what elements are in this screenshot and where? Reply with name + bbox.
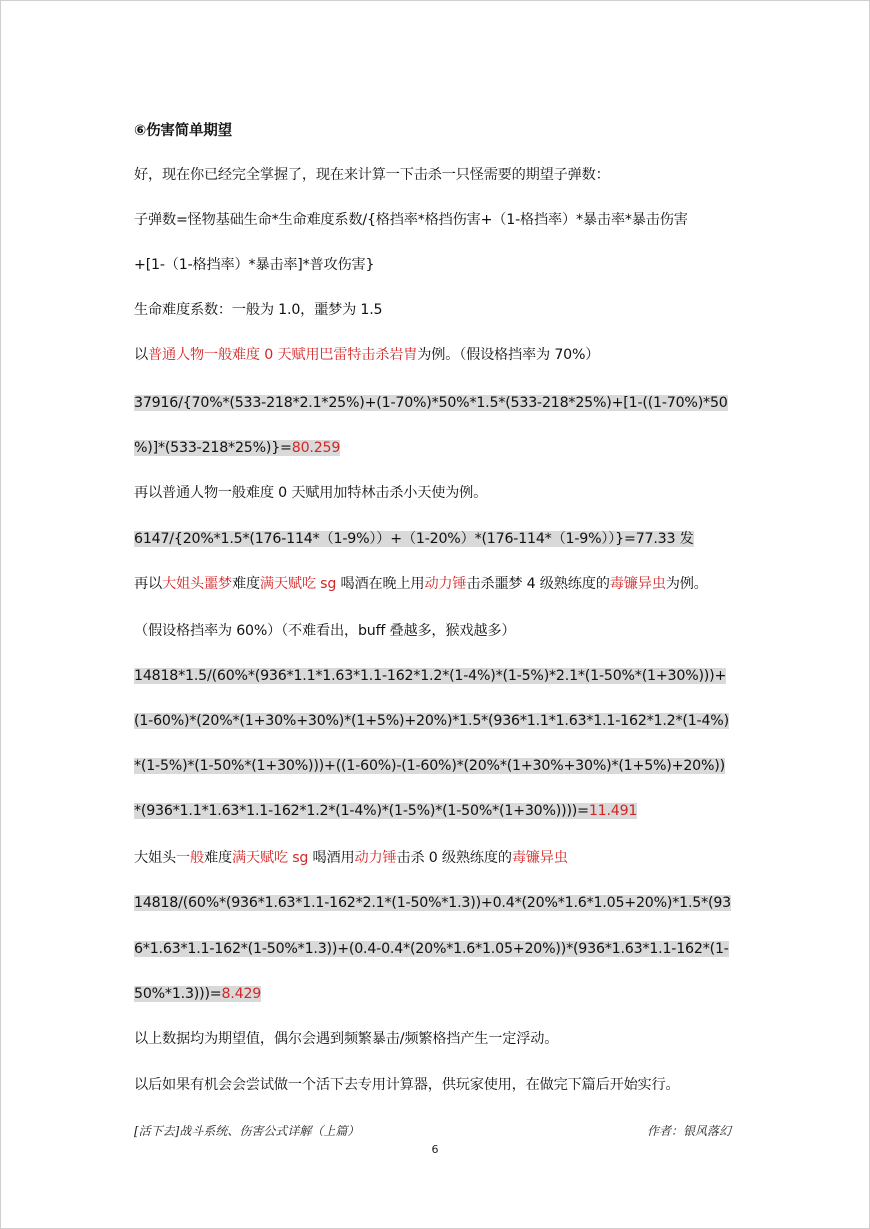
- formula-line-2: +[1-（1-格挡率）*暴击率]*普攻伤害}: [134, 257, 375, 273]
- example4-text-1: 大姐头: [134, 850, 176, 866]
- example3-calc-text-2: (1-60%)*(20%*(1+30%+30%)*(1+5%)+20%)*1.5*(936*1.1*1.63*1.1-162*1.2*(1-4%): [134, 713, 729, 729]
- example3-calc-expression: *(936*1.1*1.63*1.1-162*1.2*(1-4%)*(1-5%)*(1-50%*(1+30%))))=: [134, 803, 589, 819]
- example2-title: 再以普通人物一般难度 0 天赋用加特林击杀小天使为例。: [134, 485, 488, 501]
- example4-calc-line-3: [134, 983, 261, 1005]
- example3-highlight-3: 动力锤: [424, 576, 467, 592]
- example4-text-2: 难度: [203, 850, 232, 866]
- example1-highlight: 普通人物一般难度 0 天赋用巴雷特击杀岩胄: [148, 347, 418, 363]
- conclusion-line-1: 以上数据均为期望值，偶尔会遇到频繁暴击/频繁格挡产生一定浮动。: [134, 1031, 559, 1047]
- example3-highlight-4: 毒镰异虫: [609, 576, 666, 592]
- example4-highlight-2: 满天赋吃 sg: [231, 850, 309, 866]
- example4-calc-text-3: [134, 986, 261, 1002]
- example4-title: [134, 847, 568, 869]
- example3-text-1: 再以: [134, 576, 162, 592]
- example3-calc-line-4: [134, 800, 637, 822]
- example1-result: 80.259: [291, 440, 341, 456]
- section-heading: ⑥伤害简单期望: [134, 123, 232, 139]
- example3-highlight-1: 大姐头噩梦: [161, 576, 232, 592]
- example3-text-4: 击杀噩梦 4 级熟练度的: [466, 576, 610, 592]
- example1-calc-expression: %)]*(533-218*25%)}=: [134, 440, 292, 456]
- footer-document-title: [活下去]战斗系统、伤害公式详解（上篇）: [134, 1124, 360, 1138]
- example3-highlight-2: 满天赋吃 sg: [259, 576, 337, 592]
- example1-calc-line-1: [134, 392, 728, 414]
- formula-line-1: 子弹数=怪物基础生命*生命难度系数/{格挡率*格挡伤害+（1-格挡率）*暴击率*暴击伤害: [134, 212, 688, 228]
- example4-calc-text-1: 14818/(60%*(936*1.63*1.1-162*2.1*(1-50%*1.3))+0.4*(20%*1.6*1.05+20%)*1.5*(93: [134, 895, 731, 911]
- example4-highlight-1: 一般: [175, 850, 204, 866]
- example2-calc-text: 6147/{20%*1.5*(176-114*（1-9%））+（1-20%）*(176-114*（1-9%））}=77.33 发: [134, 531, 694, 547]
- conclusion-line-2: 以后如果有机会会尝试做一个活下去专用计算器，供玩家使用，在做完下篇后开始实行。: [134, 1077, 680, 1093]
- example2-calc-line: [134, 528, 694, 550]
- example4-highlight-4: 毒镰异虫: [511, 850, 568, 866]
- example1-tail: 为例。（假设格挡率为 70%）: [417, 347, 600, 363]
- example3-text-2: 难度: [231, 576, 260, 592]
- example4-calc-line-2: [134, 938, 729, 960]
- example3-calc-text-4: [134, 803, 637, 819]
- example3-title: [134, 573, 708, 595]
- example4-highlight-3: 动力锤: [354, 850, 397, 866]
- example4-calc-expression: 50%*1.3)))=: [134, 986, 222, 1002]
- example3-calc-line-1: [134, 665, 726, 687]
- example1-calc-text-1: 37916/{70%*(533-218*2.1*25%)+(1-70%)*50%*1.5*(533-218*25%)+[1-((1-70%)*50: [134, 395, 728, 411]
- example3-note: （假设格挡率为 60%）（不难看出，buff 叠越多，猴戏越多）: [134, 623, 516, 639]
- example4-calc-text-2: 6*1.63*1.1-162*(1-50%*1.3))+(0.4-0.4*(20%*1.6*1.05+20%))*(936*1.63*1.1-162*(1-: [134, 941, 729, 957]
- footer-author: 作者：银风落幻: [647, 1124, 732, 1138]
- example1-calc-line-2: [134, 437, 340, 459]
- example3-calc-text-1: 14818*1.5/(60%*(936*1.1*1.63*1.1-162*1.2*(1-4%)*(1-5%)*2.1*(1-50%*(1+30%)))+: [134, 668, 727, 684]
- example4-calc-line-1: [134, 892, 731, 914]
- example4-result: 8.429: [221, 986, 262, 1002]
- example3-calc-text-3: *(1-5%)*(1-50%*(1+30%)))+((1-60%)-(1-60%)*(20%*(1+30%+30%)*(1+5%)+20%)): [134, 758, 725, 774]
- difficulty-coefficient: 生命难度系数：一般为 1.0，噩梦为 1.5: [134, 302, 383, 318]
- intro-text: 好，现在你已经完全掌握了，现在来计算一下击杀一只怪需要的期望子弹数：: [134, 167, 610, 183]
- example4-text-3: 喝酒用: [308, 850, 355, 866]
- example4-text-4: 击杀 0 级熟练度的: [396, 850, 512, 866]
- page-number: 6: [431, 1143, 439, 1156]
- example1-title: [134, 344, 599, 366]
- example3-text-3: 喝酒在晚上用: [336, 576, 425, 592]
- example1-lead: 以: [134, 347, 148, 363]
- example1-calc-text-2: [134, 440, 340, 456]
- example3-calc-line-3: [134, 755, 725, 777]
- example3-result: 11.491: [588, 803, 638, 819]
- example3-text-5: 为例。: [665, 576, 708, 592]
- example3-calc-line-2: [134, 710, 729, 732]
